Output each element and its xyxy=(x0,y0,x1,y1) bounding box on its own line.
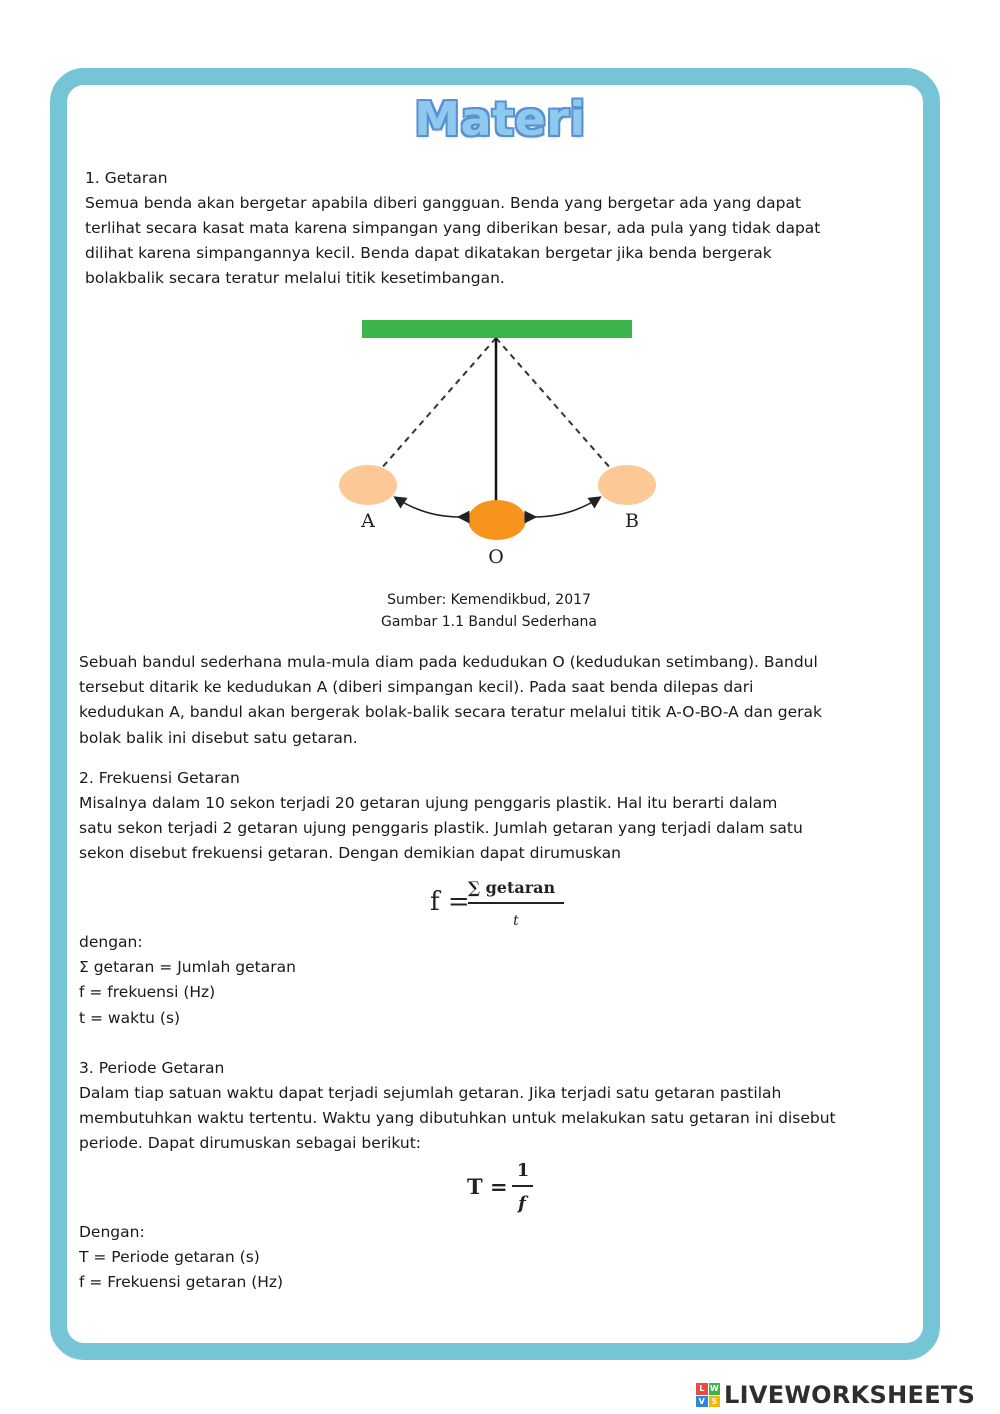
section2-legend-3: f = frekuensi (Hz) xyxy=(79,983,216,1001)
section2-legend-1: dengan: xyxy=(79,933,143,951)
support-bar xyxy=(362,320,632,338)
bandul-line-4: bolak balik ini disebut satu getaran. xyxy=(79,729,358,747)
section3-line-3: periode. Dapat dirumuskan sebagai berikut: xyxy=(79,1134,422,1152)
period-formula-numerator: 1 xyxy=(516,1160,530,1181)
logo-icon-cell: L xyxy=(696,1383,708,1395)
section3-legend-3: f = Frekuensi getaran (Hz) xyxy=(79,1273,284,1291)
figure-source: Sumber: Kemendikbud, 2017 xyxy=(387,592,591,608)
page-title: Materi xyxy=(414,92,586,146)
logo-icon-cell: W xyxy=(709,1384,719,1393)
liveworksheets-brand: LIVEWORKSHEETS xyxy=(724,1381,976,1409)
frequency-formula xyxy=(428,876,578,932)
section1-line-2: terlihat secara kasat mata karena simpangan yang diberikan besar, ada pula yang tidak dapat xyxy=(85,219,821,237)
swing-arrow-left xyxy=(396,498,460,517)
dashed-string-right xyxy=(496,338,612,470)
bob-position-o xyxy=(468,500,526,540)
liveworksheets-logo-icon xyxy=(696,1383,720,1407)
section1-line-4: bolakbalik secara teratur melalui titik kesetimbangan. xyxy=(85,269,505,287)
bob-position-a xyxy=(339,465,397,505)
frequency-formula-lhs: f = xyxy=(430,887,470,917)
section3-line-1: Dalam tiap satuan waktu dapat terjadi sejumlah getaran. Jika terjadi satu getaran pastilah xyxy=(79,1084,782,1102)
period-formula-denominator: f xyxy=(518,1193,526,1214)
section1-line-1: Semua benda akan bergetar apabila diberi gangguan. Benda yang bergetar ada yang dapat xyxy=(85,194,802,212)
pendulum-figure xyxy=(320,312,680,572)
swing-arrow-right xyxy=(534,498,599,517)
frequency-formula-denominator: t xyxy=(513,913,519,929)
section1-heading: 1. Getaran xyxy=(85,169,168,187)
label-b: B xyxy=(625,510,639,532)
section2-heading: 2. Frekuensi Getaran xyxy=(79,769,240,787)
section3-legend-1: Dengan: xyxy=(79,1223,145,1241)
logo-icon-cell: S xyxy=(709,1396,721,1408)
period-formula xyxy=(465,1158,545,1218)
bandul-line-3: kedudukan A, bandul akan bergerak bolak-balik secara teratur melalui titik A-O-BO-A dan gerak xyxy=(79,703,823,721)
bandul-line-1: Sebuah bandul sederhana mula-mula diam pada kedudukan O (kedudukan setimbang). Bandul xyxy=(79,653,818,671)
period-formula-lhs: T = xyxy=(467,1174,508,1199)
label-a: A xyxy=(361,510,375,532)
dashed-string-left xyxy=(380,338,496,470)
frequency-formula-numerator: ∑ getaran xyxy=(468,878,556,897)
section3-line-2: membutuhkan waktu tertentu. Waktu yang dibutuhkan untuk melakukan satu getaran ini disebut xyxy=(79,1109,836,1127)
liveworksheets-logo[interactable] xyxy=(696,1380,975,1410)
bandul-line-2: tersebut ditarik ke kedudukan A (diberi simpangan kecil). Pada saat benda dilepas dari xyxy=(79,678,754,696)
section2-legend-4: t = waktu (s) xyxy=(79,1009,181,1027)
section1-line-3: dilihat karena simpangannya kecil. Benda dapat dikatakan bergetar jika benda bergerak xyxy=(85,244,772,262)
section2-legend-2: Σ getaran = Jumlah getaran xyxy=(79,958,296,976)
section3-heading: 3. Periode Getaran xyxy=(79,1059,225,1077)
section3-legend-2: T = Periode getaran (s) xyxy=(79,1248,260,1266)
label-o: O xyxy=(488,546,504,568)
bob-position-b xyxy=(598,465,656,505)
section2-line-1: Misalnya dalam 10 sekon terjadi 20 getaran ujung penggaris plastik. Hal itu berarti dalam xyxy=(79,794,778,812)
logo-icon-cell: V xyxy=(696,1396,708,1408)
figure-caption: Gambar 1.1 Bandul Sederhana xyxy=(380,614,598,630)
section2-line-3: sekon disebut frekuensi getaran. Dengan demikian dapat dirumuskan xyxy=(79,844,621,862)
section2-line-2: satu sekon terjadi 2 getaran ujung penggaris plastik. Jumlah getaran yang terjadi dalam satu xyxy=(79,819,803,837)
